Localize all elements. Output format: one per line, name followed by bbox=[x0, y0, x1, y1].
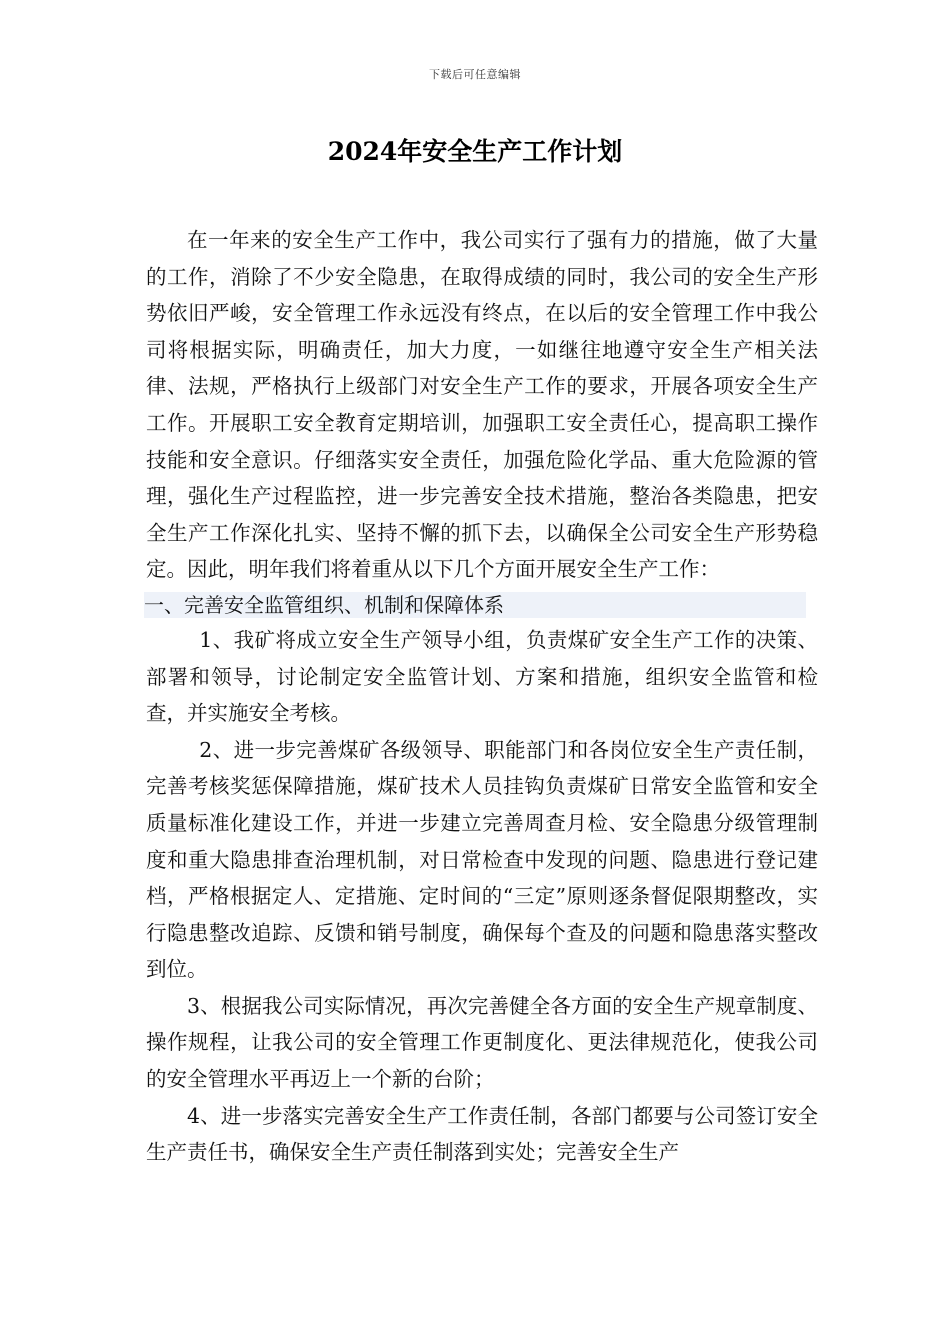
intro-paragraph: 在一年来的安全生产工作中，我公司实行了强有力的措施，做了大量的工作，消除了不少安全隐患，在取得成绩的同时，我公司的安全生产形势依旧严峻，安全管理工作永远没有终点，在以后的安全管理工作中我公司将根据实际，明确责任，加大力度，一如继往地遵守安全生产相关法律、法规，严格执行上级部门对安全生产工作的要求，开展各项安全生产工作。开展职工安全教育定期培训，加强职工安全责任心，提高职工操作技能和安全意识。仔细落实安全责任，加强危险化学品、重大危险源的管理，强化生产过程监控，进一步完善安全技术措施，整治各类隐患，把安全生产工作深化扎实、坚持不懈的抓下去，以确保全公司安全生产形势稳定。因此，明年我们将着重从以下几个方面开展安全生产工作： bbox=[146, 228, 818, 582]
section-heading: 一、完善安全监管组织、机制和保障体系 bbox=[144, 592, 806, 618]
document-body bbox=[146, 222, 818, 1171]
list-item: 4、进一步落实完善安全生产工作责任制，各部门都要与公司签订安全生产责任书，确保安全生产责任制落到实处；完善安全生产 bbox=[146, 1103, 818, 1165]
list-item: 2、进一步完善煤矿各级领导、职能部门和各岗位安全生产责任制，完善考核奖惩保障措施，煤矿技术人员挂钩负责煤矿日常安全监管和安全质量标准化建设工作，并进一步建立完善周查月检、安全隐患分级管理制度和重大隐患排查治理机制，对日常检查中发现的问题、隐患进行登记建档，严格根据定人、定措施、定时间的“三定”原则逐条督促限期整改，实行隐患整改追踪、反馈和销号制度，确保每个查及的问题和隐患落实整改到位。 bbox=[146, 737, 818, 982]
document-title: 2024年安全生产工作计划 bbox=[327, 137, 623, 166]
list-item: 3、根据我公司实际情况，再次完善健全各方面的安全生产规章制度、操作规程，让我公司的安全管理工作更制度化、更法律规范化，使我公司的安全管理水平再迈上一个新的台阶； bbox=[146, 993, 818, 1092]
header-note: 下载后可任意编辑 bbox=[429, 68, 521, 81]
list-item: 1、我矿将成立安全生产领导小组，负责煤矿安全生产工作的决策、部署和领导，讨论制定安全监管计划、方案和措施，组织安全监管和检查，并实施安全考核。 bbox=[146, 627, 818, 726]
